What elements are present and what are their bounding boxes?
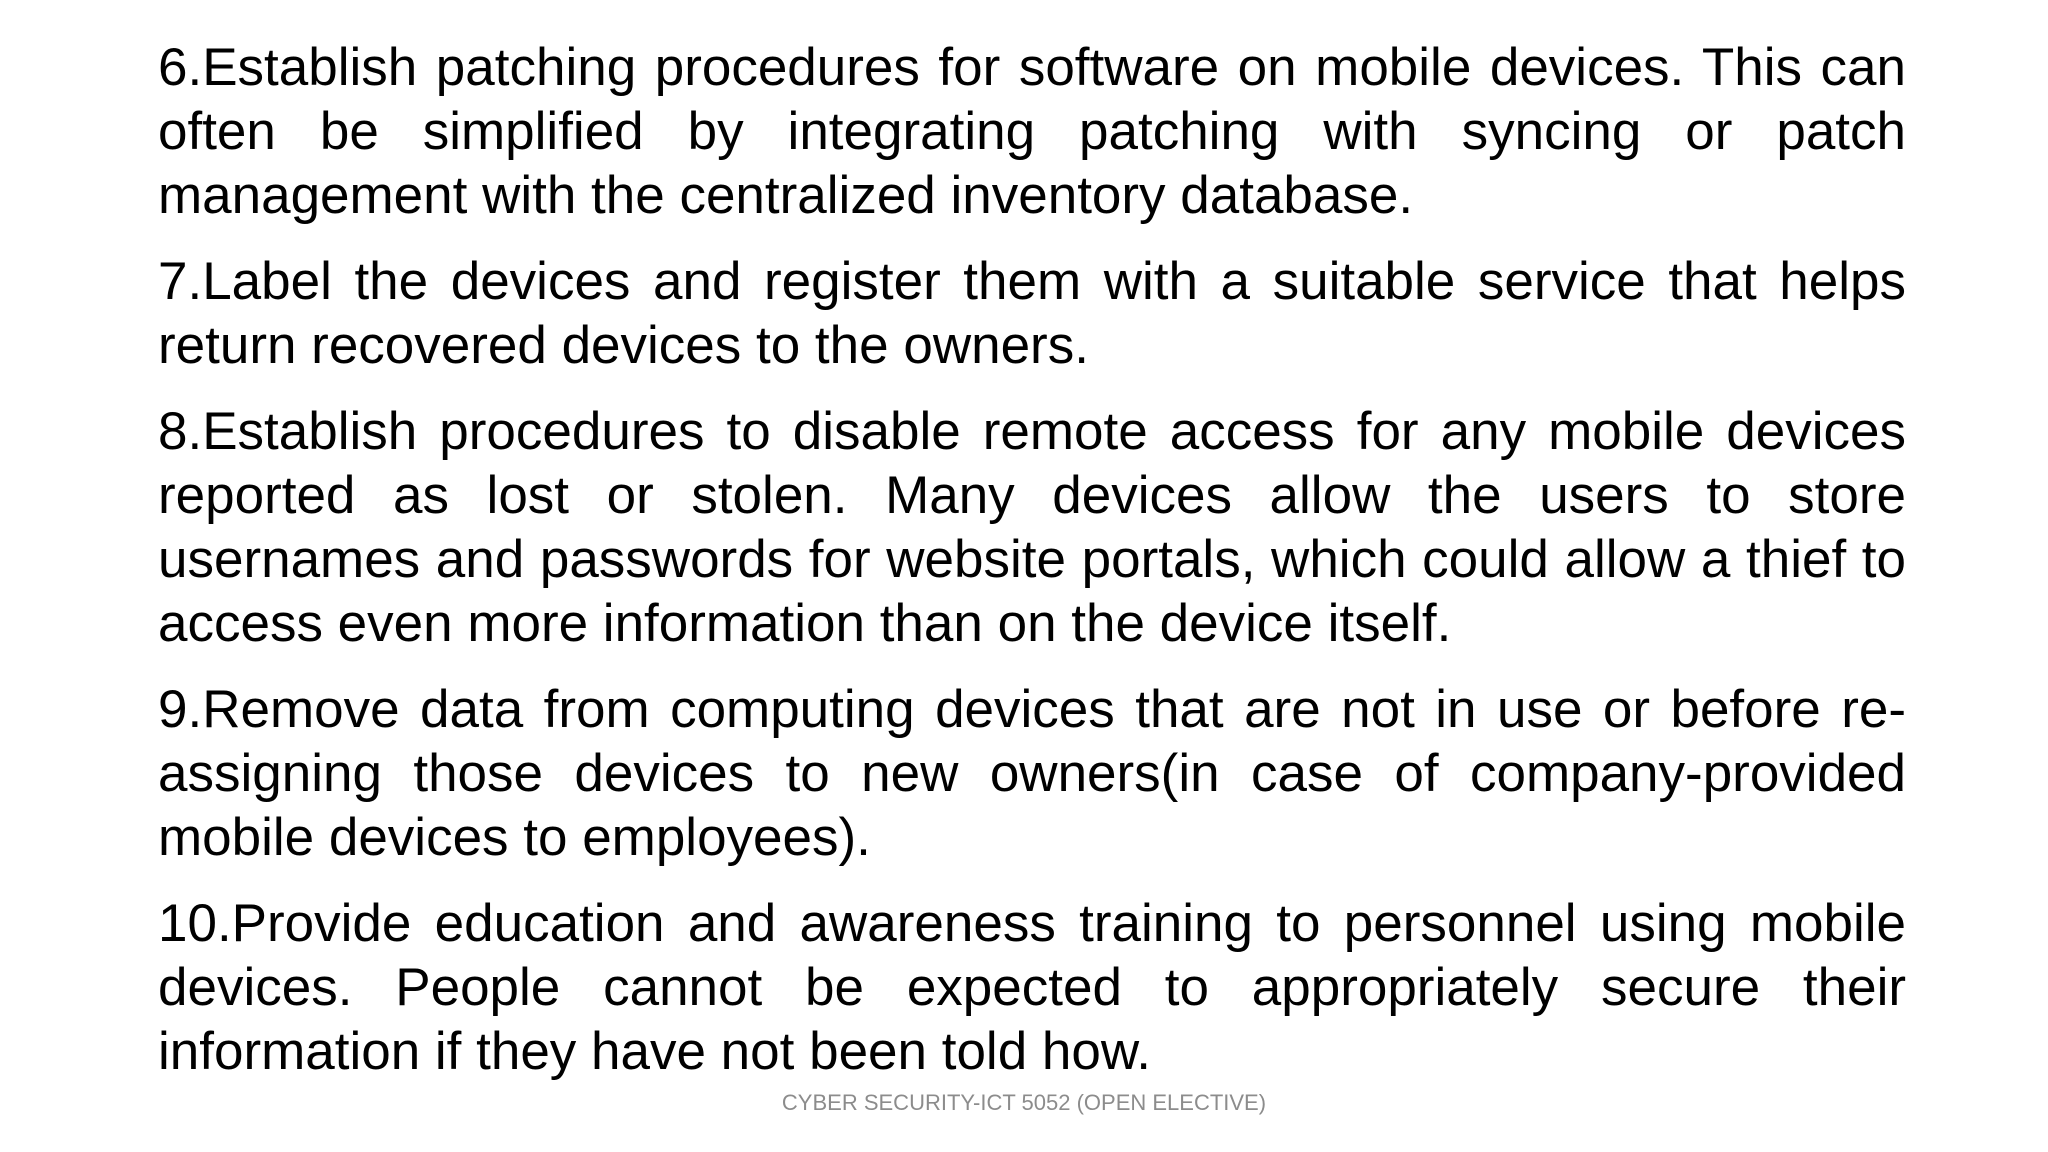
list-item-7: 7.Label the devices and register them with a suitable service that helps return recovered devices to the owners. [158,252,1906,375]
slide-body [158,36,1906,1106]
slide-footer: CYBER SECURITY-ICT 5052 (OPEN ELECTIVE) [781,1090,1267,1115]
list-item-8: 8.Establish procedures to disable remote access for any mobile devices reported as lost or stolen. Many devices allow the users to store usernames and passwords for website portals, which could allow a thief to access even more information than on the device itself. [158,402,1906,653]
list-item-10: 10.Provide education and awareness training to personnel using mobile devices. People cannot be expected to appropriately secure their information if they have not been told how. [158,894,1906,1081]
list-item-9: 9.Remove data from computing devices that are not in use or before re-assigning those devices to new owners(in case of company-provided mobile devices to employees). [158,680,1906,867]
list-item-6: 6.Establish patching procedures for software on mobile devices. This can often be simplified by integrating patching with syncing or patch management with the centralized inventory database. [158,38,1906,225]
